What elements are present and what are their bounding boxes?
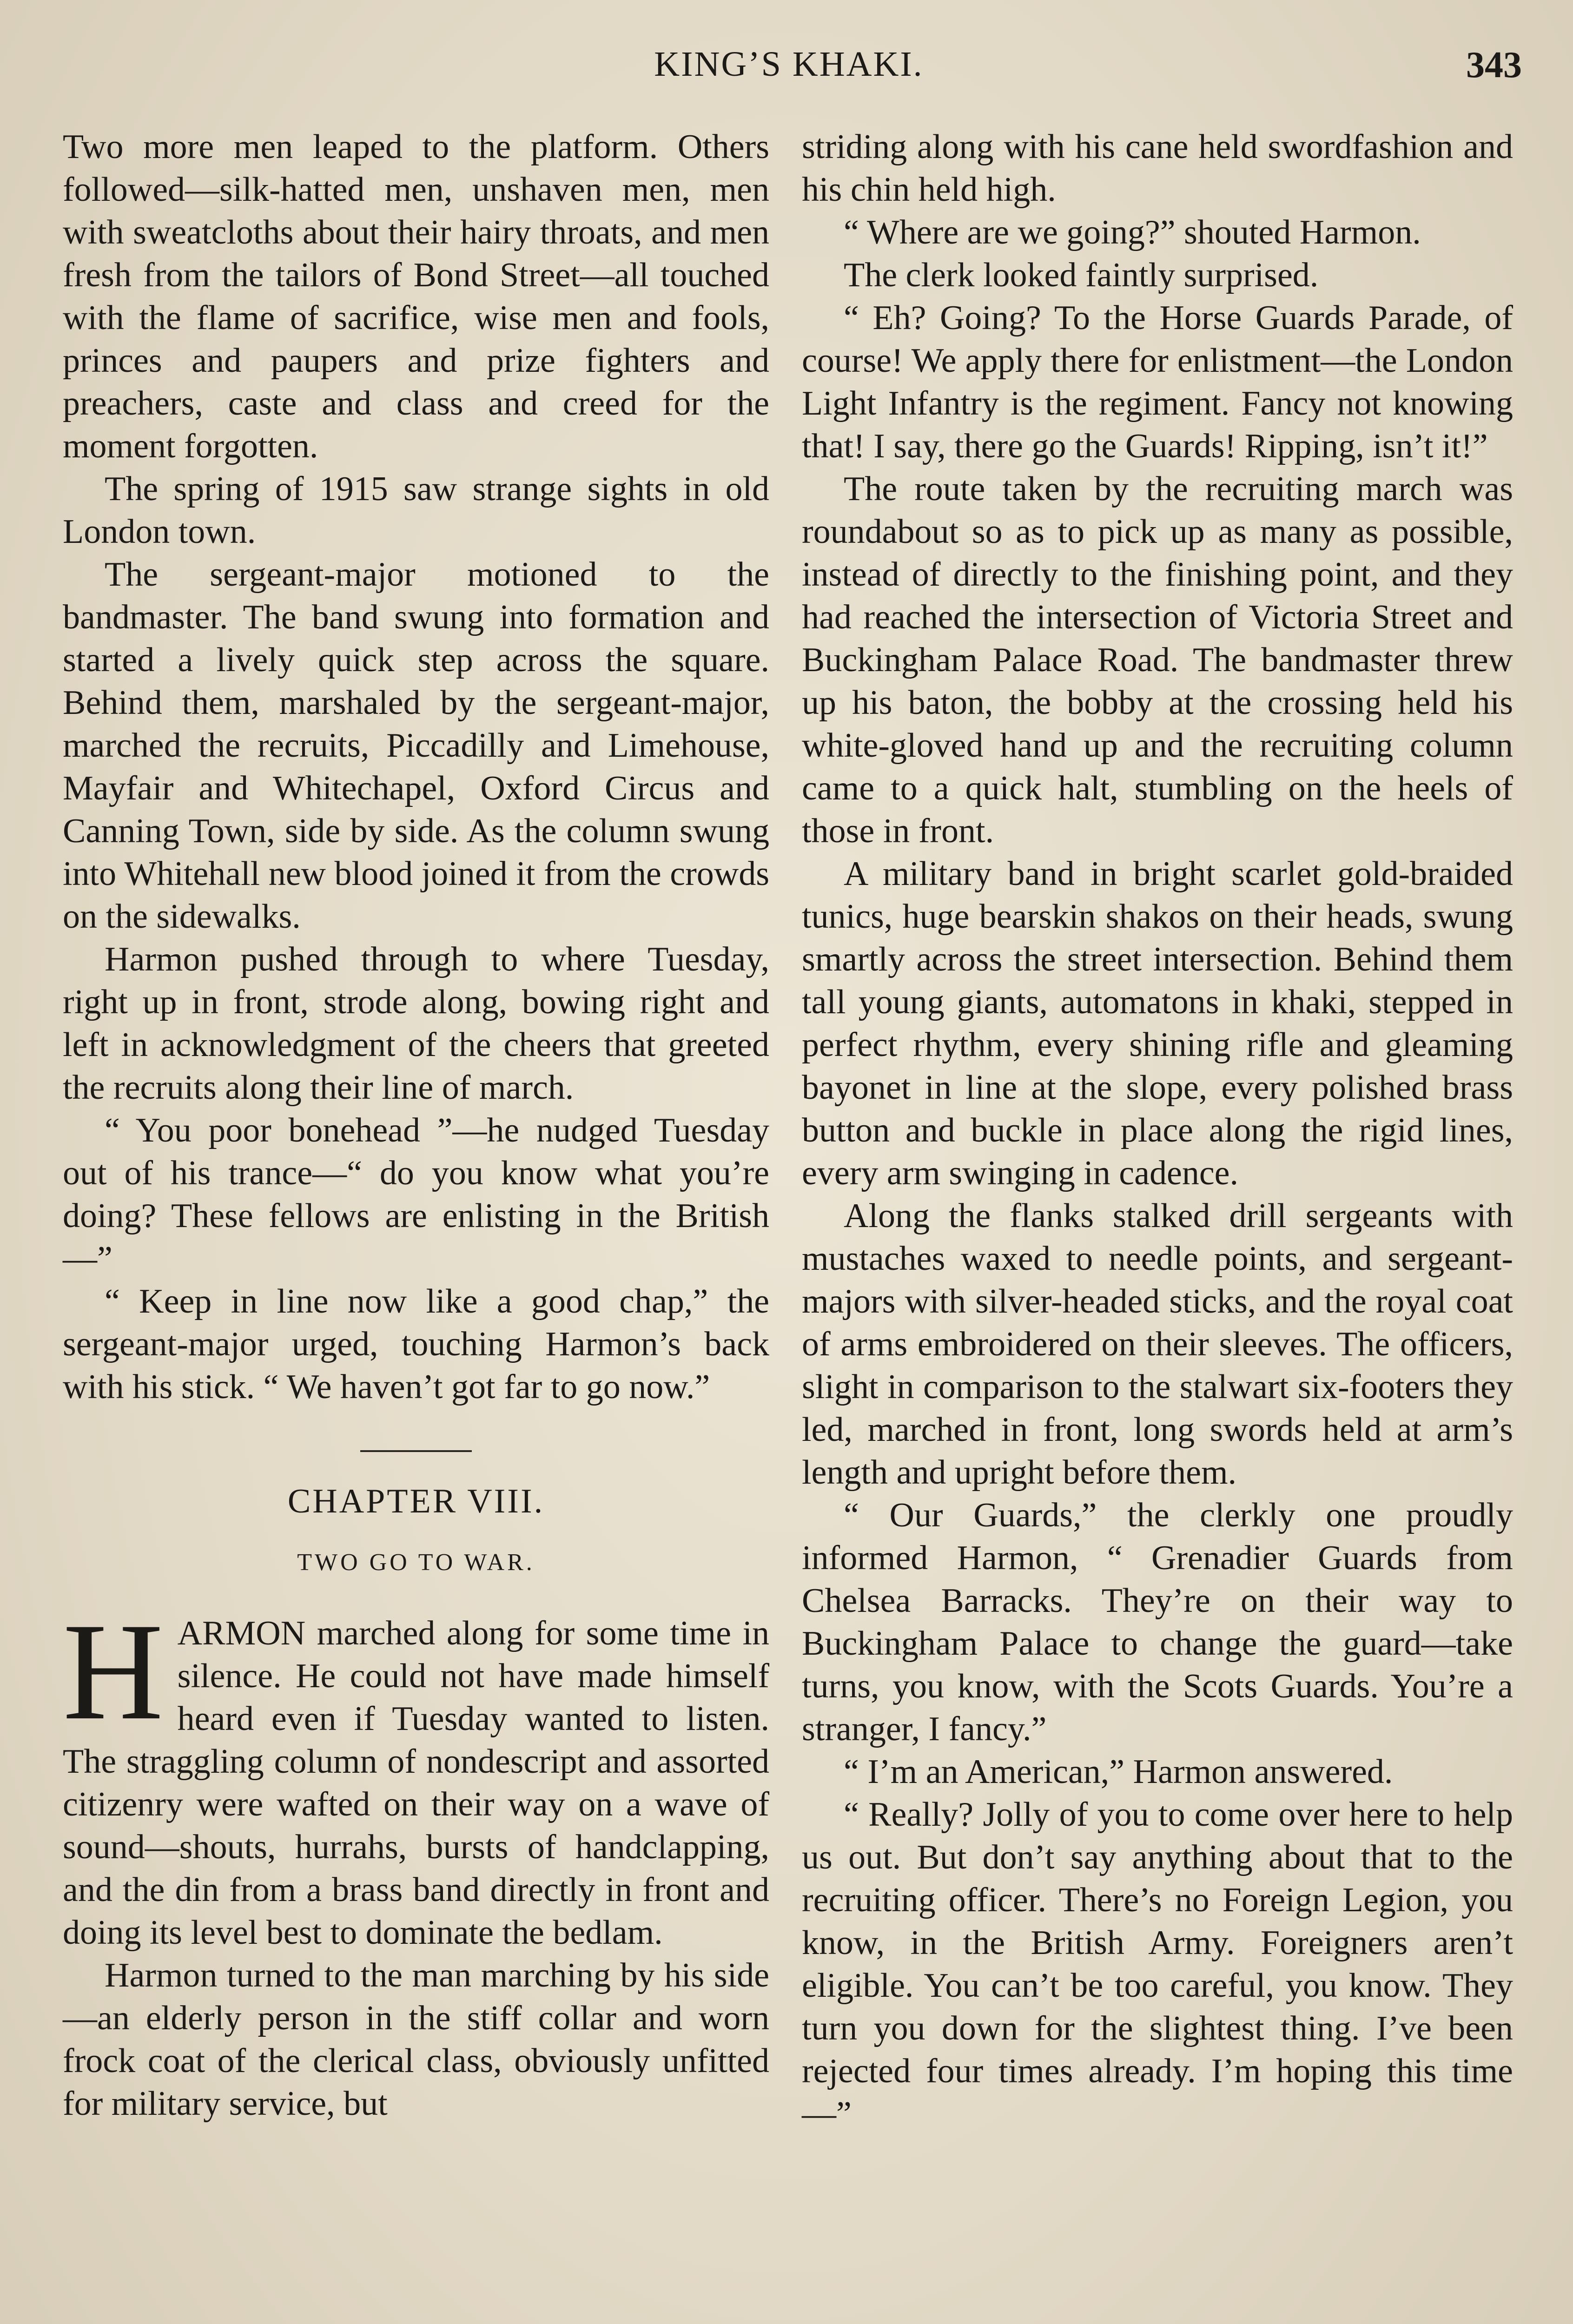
paragraph: Two more men leaped to the platform. Others followed—silk-hatted men, unshaven men, men with sweatcloths about their hairy throats, and men fresh from the tailors of Bond Street—all touched with the flame of sacrifice, wise men and fools, princes and paupers and prize fighters and preachers, caste and class and creed for the moment forgotten. (63, 128, 769, 465)
paragraph: Along the flanks stalked drill sergeants with mustaches waxed to needle points, and sergeant-majors with silver-headed sticks, and the royal coat of arms embroidered on their sleeves. The officers, slight in comparison to the stalwart six-footers they led, marched in front, long swords held at arm’s length and upright before them. (802, 1197, 1513, 1492)
drop-cap: H (63, 1594, 164, 1749)
paragraph: The clerk looked faintly surprised. (844, 256, 1319, 294)
right-column (802, 125, 1513, 2135)
chapter-subtitle: TWO GO TO WAR. (297, 1549, 535, 1576)
paragraph: A military band in bright scarlet gold-braided tunics, huge bearskin shakos on their heads, swung smartly across the street intersection. Behind them tall young giants, automatons in khaki, stepped in perfect rhythm, every shining rifle and gleaming bayonet in line at the slope, every polished brass button and buckle in place along the rigid lines, every arm swinging in cadence. (802, 855, 1513, 1192)
paragraph: Harmon pushed through to where Tuesday, right up in front, strode along, bowing right and left in acknowledgment of the cheers that greeted the recruits along their line of march. (63, 940, 769, 1107)
paragraph-continuation: striding along with his cane held swordfashion and his chin held high. (802, 128, 1513, 209)
paragraph: The route taken by the recruiting march was roundabout so as to pick up as many as possible, instead of directly to the finishing point, and they had reached the intersection of Victoria Street and Buckingham Palace Road. The bandmaster threw up his baton, the bobby at the crossing held his white-gloved hand up and the recruiting column came to a quick halt, stumbling on the heels of those in front. (802, 470, 1513, 850)
section-divider (360, 1450, 472, 1452)
running-title: KING’S KHAKI. (654, 45, 924, 84)
paragraph: “ Really? Jolly of you to come over here to help us out. But don’t say anything about that to the recruiting officer. There’s no Foreign Legion, you know, in the British Army. Foreigners aren’t eligible. You can’t be too careful, you know. They turn you down for the slightest thing. I’ve been rejected four times already. I’m hoping this time—” (802, 1796, 1513, 2133)
paragraph: Harmon turned to the man marching by his side—an elderly person in the stiff collar and worn frock coat of the clerical class, obviously unfitted for military service, but (63, 1956, 769, 2123)
paragraph: The sergeant-major motioned to the bandmaster. The band swung into formation and started a lively quick step across the square. Behind them, marshaled by the sergeant-major, marched the recruits, Piccadilly and Limehouse, Mayfair and Whitechapel, Oxford Circus and Canning Town, side by side. As the column swung into Whitehall new blood joined it from the crowds on the sidewalks. (63, 555, 769, 936)
paragraph: “ Our Guards,” the clerkly one proudly informed Harmon, “ Grenadier Guards from Chelsea Barracks. They’re on their way to Buckingham Palace to change the guard—take turns, you know, with the Scots Guards. You’re a stranger, I fancy.” (802, 1496, 1513, 1748)
paragraph: The spring of 1915 saw strange sights in old London town. (63, 470, 769, 551)
page-number: 343 (1466, 45, 1522, 86)
opening-text: ARMON marched along for some time in silence. He could not have made himself heard even if Tuesday wanted to listen. The straggling column of nondescript and assorted citizenry were wafted on their way on a wave of sound—shouts, hurrahs, bursts of handclapping, and the din from a brass band directly in front and doing its level best to dominate the bedlam. (63, 1614, 769, 1952)
left-column (63, 125, 769, 2125)
paragraph: “ Eh? Going? To the Horse Guards Parade, of course! We apply there for enlistment—the London Light Infantry is the regiment. Fancy not knowing that! I say, there go the Guards! Ripping, isn’t it!” (802, 299, 1513, 465)
paragraph: “ I’m an American,” Harmon answered. (844, 1753, 1393, 1791)
opening-paragraph (63, 1594, 769, 1954)
paragraph: “ Where are we going?” shouted Harmon. (844, 213, 1421, 251)
page-header (56, 44, 1522, 95)
chapter-title: CHAPTER VIII. (287, 1482, 545, 1520)
paragraph: “ You poor bonehead ”—he nudged Tuesday out of his trance—“ do you know what you’re doing? These fellows are enlisting in the British—” (63, 1111, 769, 1278)
paragraph: “ Keep in line now like a good chap,” the sergeant-major urged, touching Harmon’s back with his stick. “ We haven’t got far to go now.” (63, 1282, 769, 1406)
